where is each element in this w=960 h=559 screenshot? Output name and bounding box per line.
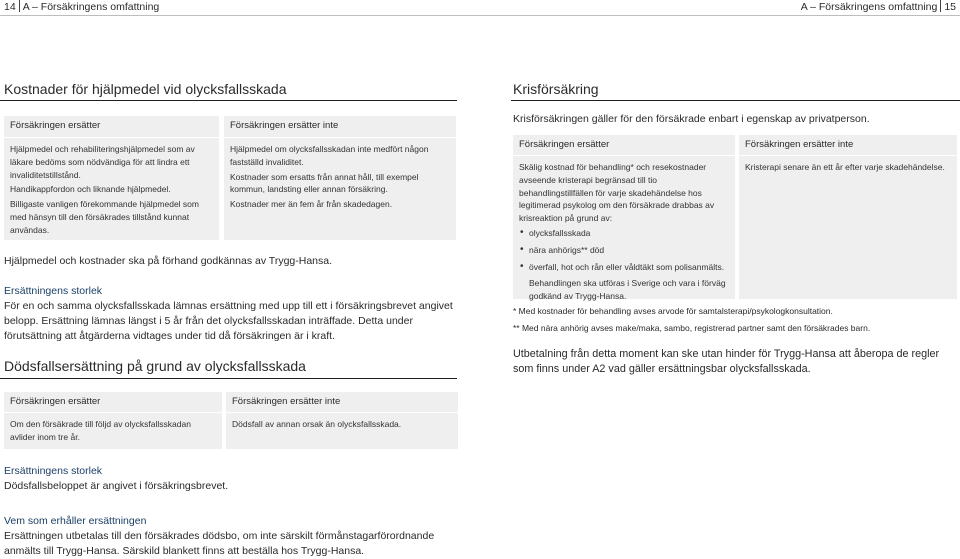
page-number-right: 15	[944, 1, 956, 13]
covered-item: Om den försäkrade till följd av olycksfallsskadan avlider inom tre år.	[10, 419, 191, 442]
header-divider	[940, 0, 941, 12]
kris-covered-outro: Behandlingen ska utföras i Sverige och vara i förväg godkänd av Trygg-Hansa.	[529, 278, 726, 302]
table-header-covered: Försäkringen ersätter	[4, 392, 222, 412]
covered-item: Hjälpmedel och rehabiliteringshjälpmedel som av läkare bedöms som nödvändiga för att lindra ett invaliditetstillstånd.	[10, 144, 195, 180]
section-title-hjalpmedel: Kostnader för hjälpmedel vid olycksfallsskada	[4, 81, 287, 97]
compensation-size-block	[4, 284, 454, 344]
section-rule	[0, 100, 457, 101]
list-item: • överfall, hot och rån eller våldtäkt som polisanmälts.	[529, 261, 729, 274]
not-covered-item: Kostnader som ersatts från annat håll, till exempel kommun, landsting eller annan försäkring.	[230, 171, 419, 195]
section-title-left: A – Försäkringens omfattning	[22, 1, 160, 13]
beneficiary-block	[4, 514, 454, 559]
section-rule	[511, 100, 960, 101]
kris-cause-list	[519, 227, 729, 273]
section-title-right: A – Försäkringens omfattning	[800, 1, 938, 13]
kris-intro: Krisförsäkringen gäller för den försäkrade enbart i egenskap av privatperson.	[513, 113, 870, 125]
table-cell-not-covered	[226, 413, 458, 449]
list-item: • nära anhörigs** död	[529, 244, 729, 257]
table-cell-covered	[4, 138, 219, 240]
footnote-treatment: * Med kostnader för behandling avses arvode för samtalsterapi/psykologkonsultation.	[513, 306, 833, 316]
footnote-relative: ** Med nära anhörig avses make/maka, sambo, registrerad partner samt den försäkrades barn.	[513, 323, 871, 333]
table-header-covered: Försäkringen ersätter	[513, 135, 735, 155]
death-size-text: Dödsfallsbeloppet är angivet i försäkringsbrevet.	[4, 480, 229, 492]
table-header-not-covered: Försäkringen ersätter inte	[226, 392, 458, 412]
compensation-size-heading: Ersättningens storlek	[4, 285, 103, 297]
table-header-not-covered: Försäkringen ersätter inte	[224, 116, 456, 137]
beneficiary-text: Ersättningen utbetalas till den försäkrades dödsbo, om inte särskilt förmånstagarförordnande anmälts till Trygg-Hansa. Särskild blankett finns att beställa hos Trygg-Hansa.	[4, 530, 435, 557]
not-covered-item: Dödsfall av annan orsak än olycksfallsskada.	[232, 419, 402, 429]
table-header-not-covered: Försäkringen ersätter inte	[739, 135, 957, 155]
table-cell-not-covered	[224, 138, 456, 240]
list-item: • olycksfallsskada	[529, 227, 729, 240]
section-title-dodsfall: Dödsfallsersättning på grund av olycksfallsskada	[4, 358, 306, 374]
table-cell-covered	[4, 413, 222, 449]
not-covered-item: Hjälpmedel om olycksfallsskadan inte medfört någon fastställd invaliditet.	[230, 144, 429, 167]
compensation-size-text: För en och samma olycksfallsskada lämnas ersättning med upp till ett i försäkringsbrevet angivet belopp. Ersättning lämnas längst i 5 år från det olycksfallsskadan inträffade. Detta under förutsättning att åtgärderna vidtages under tid då försäkringen är i kraft.	[4, 300, 453, 342]
header-separator	[0, 15, 960, 16]
death-size-block	[4, 464, 454, 494]
not-covered-item: Kristerapi senare än ett år efter varje skadehändelse.	[745, 162, 945, 172]
approval-note: Hjälpmedel och kostnader ska på förhand godkännas av Trygg-Hansa.	[4, 255, 333, 267]
section-rule	[0, 378, 457, 379]
page-number-left: 14	[4, 1, 16, 13]
beneficiary-heading: Vem som erhåller ersättningen	[4, 515, 147, 527]
table-cell-not-covered	[739, 156, 957, 299]
kris-covered-intro: Skälig kostnad för behandling* och resekostnader avseende kristerapi begränsad till tio behandlingstillfällen för varje skadehändelse hos legitimerad psykolog om den försäkrade drabbas av krisreaktion på grund av:	[519, 162, 715, 224]
not-covered-item: Kostnader mer än fem år från skadedagen.	[230, 199, 393, 210]
section-title-kris: Krisförsäkring	[513, 81, 599, 97]
payment-text: Utbetalning från detta moment kan ske utan hinder för Trygg-Hansa att åberopa de regler som finns under A2 vad gäller ersättningsbar olycksfallsskada.	[513, 348, 940, 375]
table-header-covered: Försäkringen ersätter	[4, 116, 219, 137]
header-divider	[19, 0, 20, 12]
death-size-heading: Ersättningens storlek	[4, 465, 103, 477]
table-cell-covered	[513, 156, 735, 302]
page-header-right	[801, 0, 956, 13]
covered-item: Handikappfordon och liknande hjälpmedel.	[10, 184, 171, 195]
covered-item: Billigaste vanligen förekommande hjälpmedel som med hänsyn till den försäkrades tillstånd kunnat användas.	[10, 199, 199, 235]
page-header-left	[4, 0, 159, 13]
